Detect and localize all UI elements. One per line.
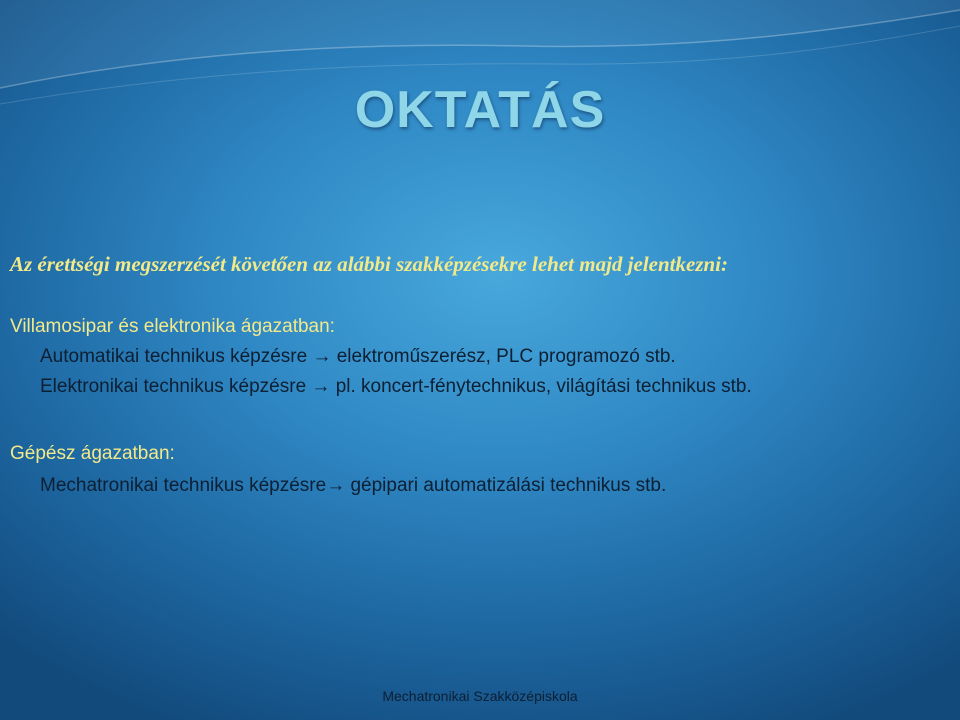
section-heading-gepesz: Gépész ágazatban:: [10, 443, 175, 464]
list-item-elektronikai: Elektronikai technikus képzésre → pl. koncert-fénytechnikus, világítási technikus stb.: [40, 376, 752, 397]
slide-title: OKTATÁS: [354, 81, 606, 139]
slide-footer: Mechatronikai Szakközépiskola: [382, 688, 578, 704]
list-item-automatikai: Automatikai technikus képzésre → elektroműszerész, PLC programozó stb.: [40, 346, 676, 367]
section-heading-villamosipar: Villamosipar és elektronika ágazatban:: [10, 316, 335, 337]
list-item-mechatronikai: Mechatronikai technikus képzésre→ gépipari automatizálási technikus stb.: [40, 475, 667, 496]
intro-text: Az érettségi megszerzését követően az alábbi szakképzésekre lehet majd jelentkezni:: [10, 252, 728, 276]
